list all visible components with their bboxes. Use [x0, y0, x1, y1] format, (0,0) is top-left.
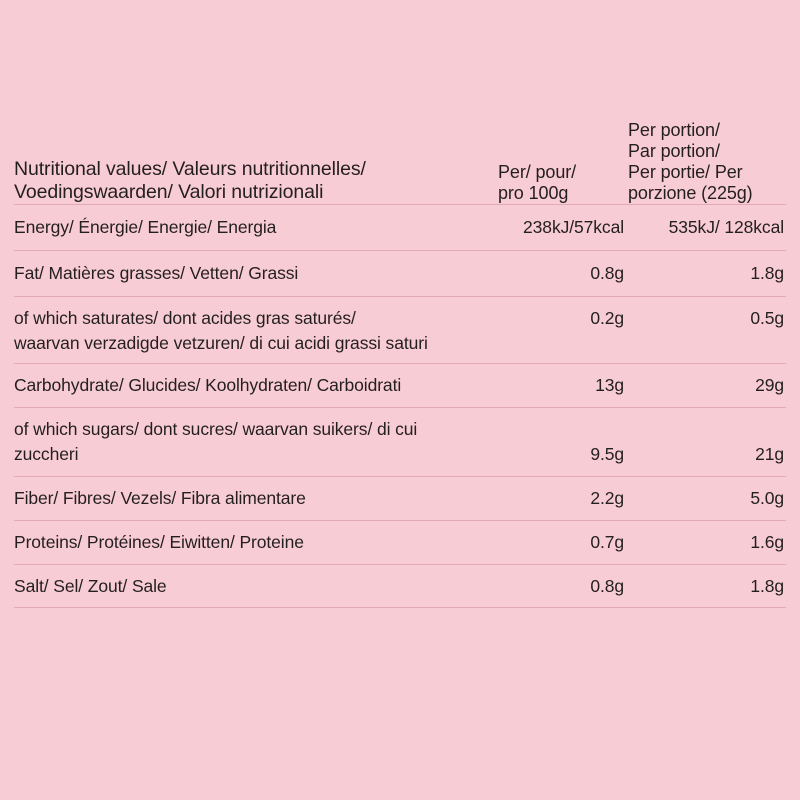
column-header-per-portion-line1: Per portion/: [628, 120, 720, 140]
nutrient-value-per-100g: 13g: [498, 364, 628, 408]
nutrient-label: [14, 296, 498, 364]
table-row: [14, 520, 786, 564]
column-header-nutrient-line2: Voedingswaarden/ Valori nutrizionali: [14, 181, 324, 203]
nutrient-value-per-portion: 535kJ/ 128kcal: [628, 205, 786, 251]
nutrient-label: Fiber/ Fibres/ Vezels/ Fibra alimentare: [14, 476, 498, 520]
nutrient-value-per-portion: 5.0g: [628, 476, 786, 520]
table-header-row: [14, 120, 786, 205]
column-header-nutrient-line1: Nutritional values/ Valeurs nutritionnelles/: [14, 158, 366, 180]
nutrient-value-per-100g: 0.7g: [498, 520, 628, 564]
nutrient-value-per-portion: 29g: [628, 364, 786, 408]
column-header-per-portion-line2: Par portion/: [628, 141, 720, 161]
column-header-per-100g-line1: Per/ pour/: [498, 162, 577, 182]
nutrient-value-per-100g: 0.2g: [498, 296, 628, 364]
nutrient-value-per-portion: 0.5g: [628, 296, 786, 364]
nutrient-value-per-100g: 9.5g: [498, 408, 628, 477]
column-header-per-portion-line3: Per portie/ Per: [628, 162, 743, 182]
table-row: [14, 364, 786, 408]
nutrient-value-per-portion: 1.8g: [628, 564, 786, 608]
table-row: [14, 205, 786, 251]
nutrient-label: Proteins/ Protéines/ Eiwitten/ Proteine: [14, 520, 498, 564]
nutrition-table: [14, 120, 786, 608]
nutrient-label: Salt/ Sel/ Zout/ Sale: [14, 564, 498, 608]
table-row: [14, 408, 786, 477]
nutrient-value-per-portion: 1.8g: [628, 250, 786, 296]
nutrient-label: Carbohydrate/ Glucides/ Koolhydraten/ Carboidrati: [14, 364, 498, 408]
nutrient-label: Energy/ Énergie/ Energie/ Energia: [14, 205, 498, 251]
column-header-per-portion: [628, 120, 786, 205]
column-header-per-portion-line4: porzione (225g): [628, 183, 753, 203]
column-header-per-100g: [498, 120, 628, 205]
column-header-per-100g-line2: pro 100g: [498, 183, 569, 203]
nutrient-value-per-100g: 238kJ/57kcal: [498, 205, 628, 251]
table-row: [14, 296, 786, 364]
nutrient-label-line2: waarvan verzadigde vetzuren/ di cui acidi grassi saturi: [14, 332, 428, 353]
nutrient-value-per-100g: 0.8g: [498, 250, 628, 296]
nutrient-value-per-portion: 21g: [628, 408, 786, 477]
column-header-nutrient: [14, 120, 498, 205]
nutrient-label: of which sugars/ dont sucres/ waarvan suikers/ di cui zuccheri: [14, 408, 498, 477]
table-row: [14, 250, 786, 296]
table-row: [14, 564, 786, 608]
nutrient-label: Fat/ Matières grasses/ Vetten/ Grassi: [14, 250, 498, 296]
nutrient-value-per-100g: 2.2g: [498, 476, 628, 520]
nutrient-label-line1: of which saturates/ dont acides gras saturés/: [14, 307, 356, 328]
nutrient-value-per-portion: 1.6g: [628, 520, 786, 564]
table-row: [14, 476, 786, 520]
nutrient-value-per-100g: 0.8g: [498, 564, 628, 608]
